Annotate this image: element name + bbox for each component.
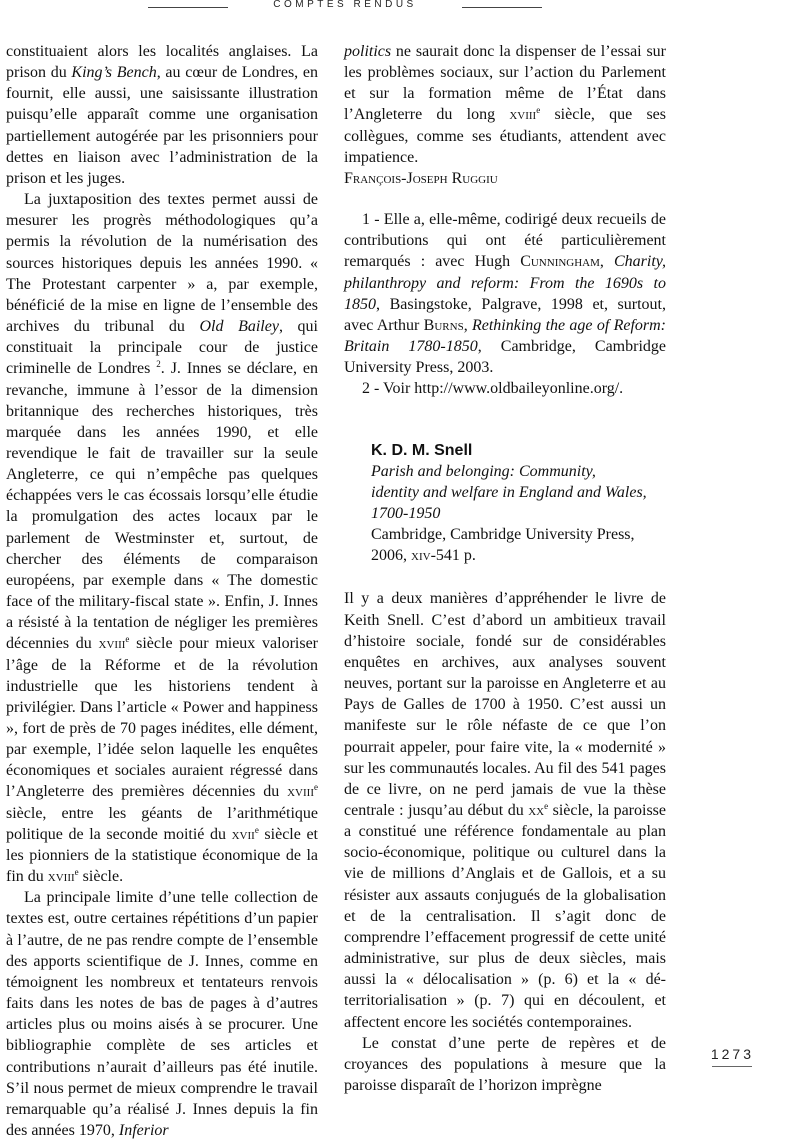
paragraph: La juxtaposition des textes permet aussi de mesurer les progrès méthodologiques qu’a permis la révolution de la numérisation des sources historiques depuis les années 1990. « The Protestant carpenter » a, par exemple, bénéficié de la mise en ligne de l’ensemble des archives du tribunal du Old Bailey, qui constituait la principale cour de justice criminelle de Londres $^2$. J. Innes se déclare, en revanche, immune à l’essor de la dimension britannique des recherches historiques, très marquée dans les années 1990, et elle revendique le fait de travailler sur la seule Angleterre, ce qui n’empêche pas quelques échappées vers le cas écossais lorsqu’elle étudie la promulgation des actes locaux par le parlement de Westminster et, surtout, de chercher des éléments de comparaison européens, par exemple dans « The domestic face of the military-fiscal state ». Enfin, J. Innes a résisté à la tentation de négliger les premières décennies du xviii$^e$ siècle pour mieux valoriser l’âge de la Réforme et de la révolution industrielle que les historiens tendent à privilégier. Dans l’article « Power and happiness », fort de près de 70 pages inédites, elle dément, par exemple, l’idée selon laquelle les enquêtes économiques et sociales auraient régressé dans l’Angleterre des premières décennies du xviii$^e$ siècle, entre les géants de l’arithmétique politique de la seconde moitié du xvii$^e$ siècle et les pionniers de la statistique économique de la fin du xviii$^e$ siècle. <box>6 191 318 886</box>
running-header <box>0 0 800 14</box>
footnote-2: 2 - Voir http://www.oldbaileyonline.org/. <box>362 380 624 398</box>
paragraph: Le constat d’une perte de repères et de croyances des populations à mesure que la paroisse disparaît de l’horizon imprègne <box>344 1034 666 1095</box>
review-author: K. D. M. Snell <box>371 441 473 459</box>
paragraph: constituaient alors les localités anglaises. La prison du King’s Bench, au cœur de Londres, en fournit, elle aussi, une saisissante illustration puisqu’elle apparaît comme une organisation partiellement autogérée par les prisonniers pour dettes en liaison avec l’administration de la prison et les juges. <box>6 43 318 187</box>
paragraph: politics ne saurait donc la dispenser de l’essai sur les problèmes sociaux, sur l’action du Parlement et sur la formation même de l’État dans l’Angleterre du long xviii$^e$ siècle, que ses collègues, comme ses étudiants, attendent avec impatience. <box>344 43 666 166</box>
right-column <box>344 41 666 1096</box>
review-signature: François-Joseph Ruggiu <box>344 169 498 187</box>
paragraph: La principale limite d’une telle collection de textes est, outre certaines répétitions d’un papier à l’autre, de ne pas rendre compte de l’ensemble des apports scientifique de J. Innes, comme en témoignent les nombreux et tentateurs renvois faits dans les notes de bas de pages à d’autres articles plus ou moins aisés à se procurer. Une bibliographie complète de ses articles et contributions n’aurait d’ailleurs pas été inutile. S’il nous permet de mieux comprendre le travail remarquable qu’a réalisé J. Innes depuis la fin des années 1970, Inferior <box>6 889 318 1139</box>
left-column <box>6 41 318 1141</box>
footnotes <box>344 209 666 399</box>
running-title: COMPTES RENDUS <box>273 0 417 10</box>
page-number-rule <box>712 1066 752 1067</box>
header-rule-right <box>462 7 542 8</box>
book-title: Parish and belonging: Community, identity and welfare in England and Wales, 1700-1950 <box>371 462 647 522</box>
paragraph: Il y a deux manières d’appréhender le livre de Keith Snell. C’est d’abord un ambitieux travail d’histoire sociale, fondé sur de considérables enquêtes en archives, aux analyses souvent neuves, portant sur la paroisse en Angleterre et au Pays de Galles de 1700 à 1950. C’est aussi un manifeste sur le rôle néfaste de ce que l’on pourrait appeler, pour faire vite, la « modernité » sur les communautés locales. Au fil des 541 pages de ce livre, on ne perd jamais de vue la thèse centrale : jusqu’au début du $xx^e$ siècle, la paroisse a constitué une référence fondamentale au plan socio-économique, politique ou culturel dans la vie de millions d’Anglais et de Gallois, et a su résister aux assauts conjugués de la globalisation et de la centralisation. Il s’agit donc de comprendre l’effacement progressif de cette unité administrative, sur plus de deux siècles, mais aussi la « délocalisation » (p. 6) et la « dé-territorialisation » (p. 7) qui en découlent, et affectent encore les sociétés contemporaines. <box>344 590 667 1031</box>
review-heading <box>344 440 666 567</box>
header-rule-left <box>148 7 228 8</box>
footnote-ref: 2 <box>156 359 161 370</box>
footnote-1: 1 - Elle a, elle-même, codirigé deux recueils de contributions qui ont été particulièrement remarqués : avec Hugh Cunningham, Charity, philanthropy and reform: From the 1690s to 1850, Basingstoke, Palgrave, 1998 et, surtout, avec Arthur Burns, Rethinking the age of Reform: Britain 1780-1850, Cambridge, Cambridge University Press, 2003. <box>344 211 666 377</box>
page-number: 1273 <box>710 1046 754 1062</box>
review-body <box>344 588 666 1096</box>
book-publisher: Cambridge, Cambridge University Press, 2006, xiv-541 p. <box>371 526 635 565</box>
